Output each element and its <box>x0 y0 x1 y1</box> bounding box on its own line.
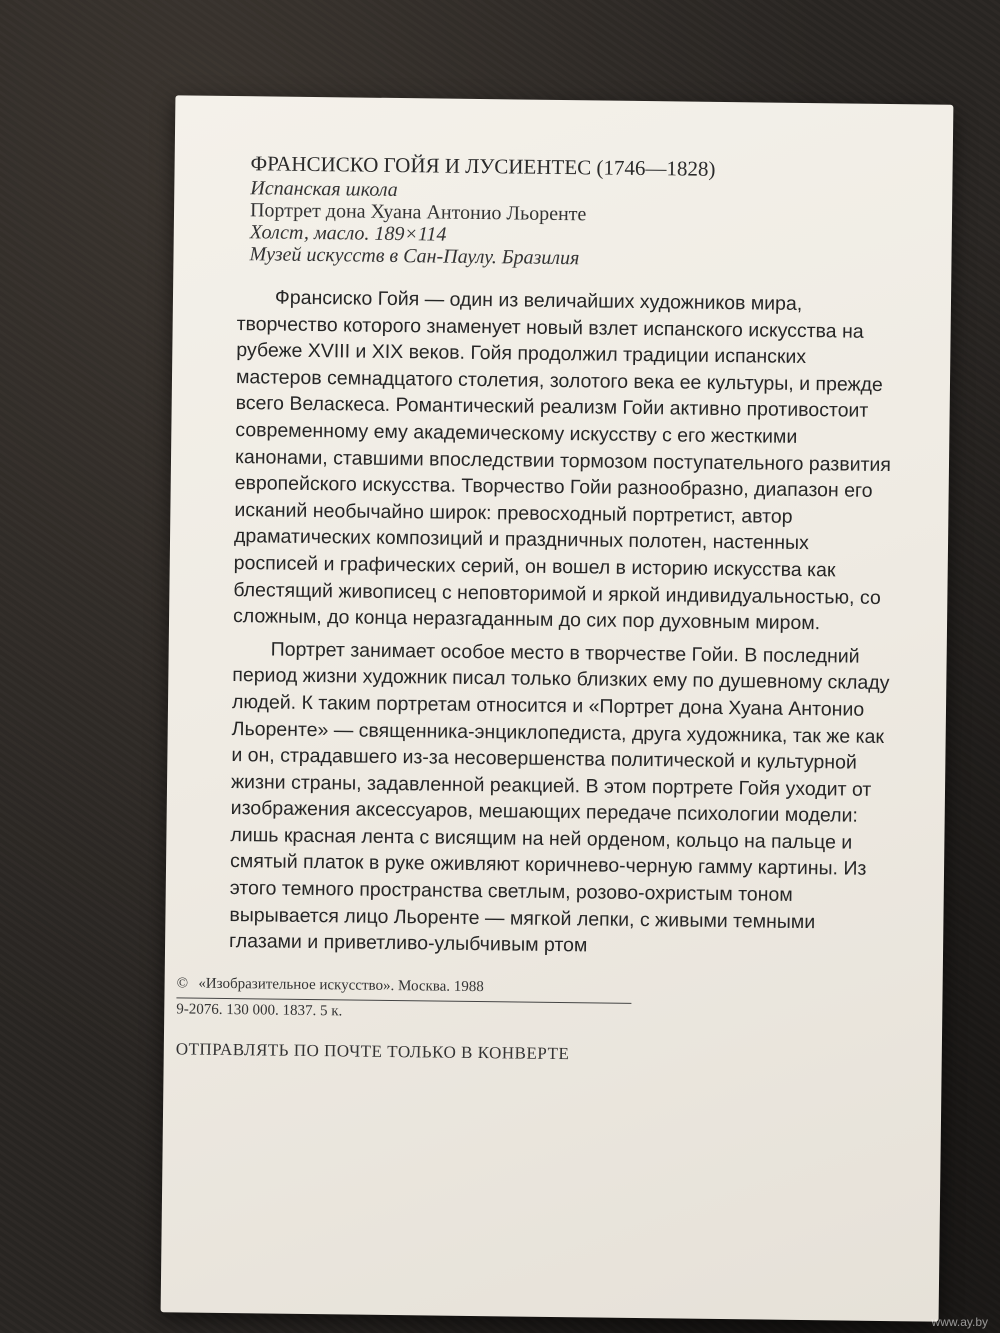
medium-line: Холст, масло. 189×114 <box>249 221 447 246</box>
artwork-caption <box>249 150 890 273</box>
artist-name: ФРАНСИСКО ГОЙЯ И ЛУСИЕНТЕС <box>250 151 592 180</box>
print-info: 9-2076. 130 000. 1837. 5 к. <box>176 1001 343 1020</box>
paragraph-2-text: Портрет занимает особое место в творчестве Гойи. В последний период жизни художник писал только близких ему по душевному складу людей. К таким портретам относится и «Портрет дона Хуана Антонио Льоренте» — священника-энциклопедиста, друга художника, так же как и он, страдавшего из-за несовершенства политической и культурной жизни страны, задавленной реакцией. В этом портрете Гойя уходит от изображения аксессуаров, мешающих передаче психологии модели: лишь красная лента с висящим на ней орденом, кольцо на пальце и смятый платок в руке оживляют коричнево-черную гамму картины. Из этого темного пространства светлым, розово-охристым тоном вырывается лицо Льоренте — мягкой лепки, с живыми темными глазами и приветливо-улыбчивым ртом <box>228 638 890 957</box>
museum-line: Музей искусств в Сан-Паулу. Бразилия <box>249 243 580 270</box>
mailing-instruction: ОТПРАВЛЯТЬ ПО ПОЧТЕ ТОЛЬКО В КОНВЕРТЕ <box>175 1039 570 1064</box>
postcard-back <box>161 95 954 1321</box>
copyright-icon: © <box>176 975 189 992</box>
paragraph-2 <box>229 636 893 963</box>
publisher-text: «Изобразительное искусство». Москва. 1988 <box>198 975 484 996</box>
description-text <box>229 284 897 963</box>
paragraph-1-text: Франсиско Гойя — один из величайших художников мира, творчество которого знаменует новый взлет испанского искусства на рубеже XVIII и XIX веков. Гойя продолжил традиции испанских мастеров семнадцатого столетия, золотого века ее культуры, и прежде всего Веласкеса. Романтический реализм Гойи активно противостоит современному ему академическому искусству с его жесткими канонами, ставшими впоследствии тормозом поступательного развития европейского искусства. Творчество Гойи разнообразно, диапазон его исканий необычайно широк: превосходный портретист, автор драматических композиций и праздничных полотен, настенных росписей и графических серий, он вошел в историю искусства как блестящий живописец с неповторимой и яркой индивидуальностью, со сложным, до конца неразгаданным до сих пор духовным миром. <box>232 286 892 635</box>
painting-title: Портрет дона Хуана Антонио Льоренте <box>249 199 587 226</box>
artist-years: (1746—1828) <box>596 155 716 181</box>
imprint-footer <box>165 975 865 1064</box>
school-line: Испанская школа <box>250 177 398 202</box>
paragraph-1 <box>233 284 897 638</box>
site-watermark: www.ay.by <box>931 1315 988 1329</box>
publisher-line <box>177 975 627 997</box>
